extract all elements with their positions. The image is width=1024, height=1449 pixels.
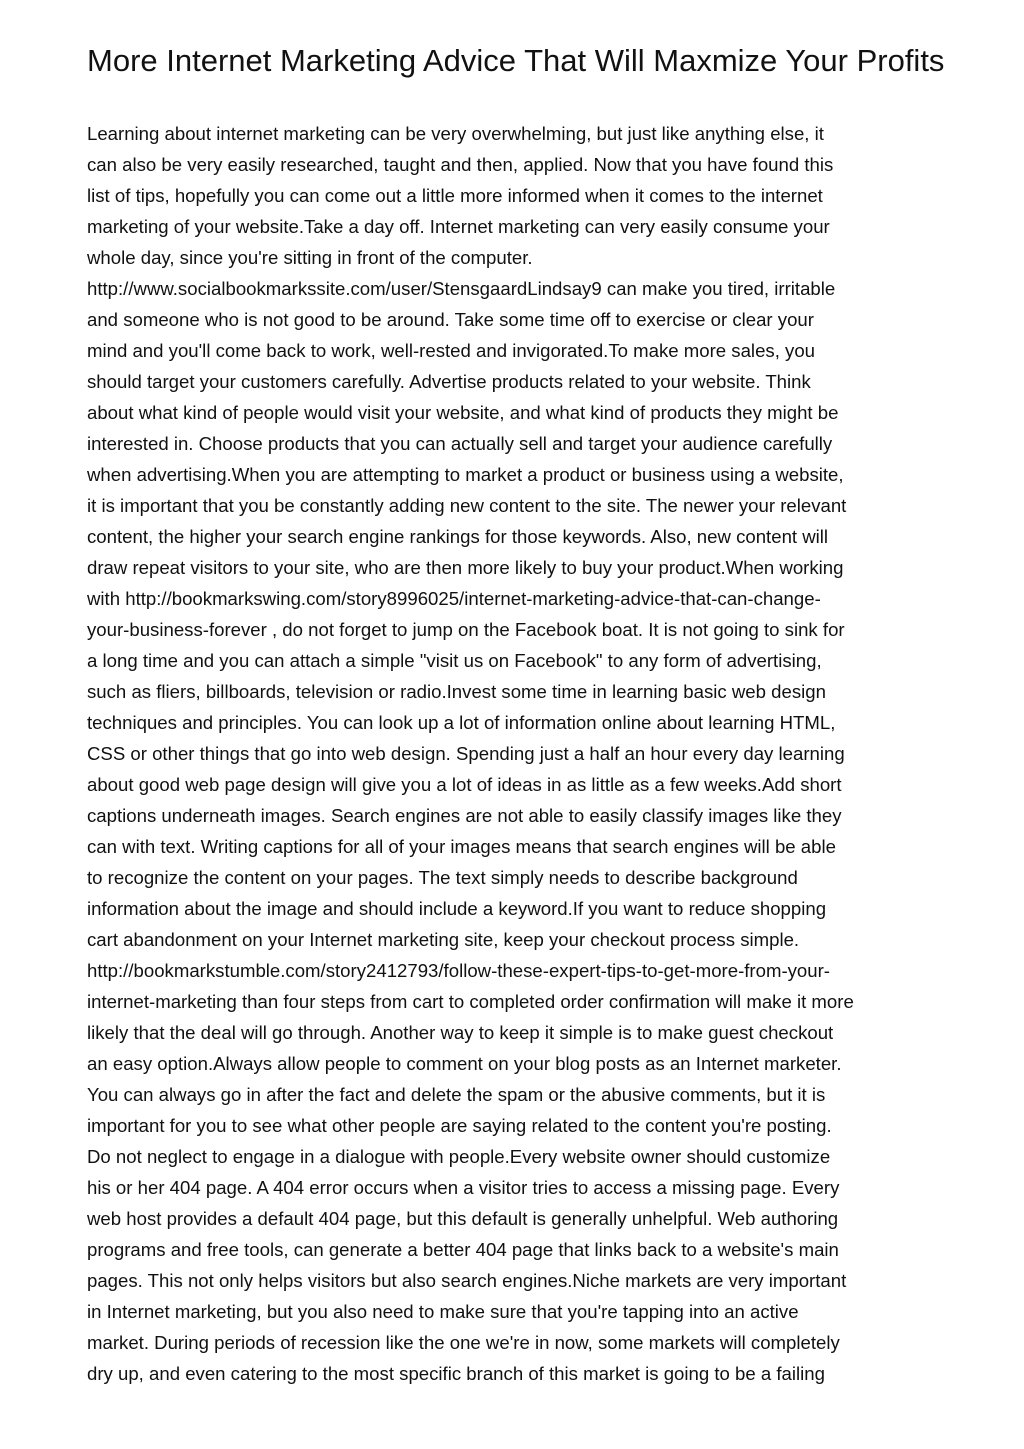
body-text-line: whole day, since you're sitting in front of the computer. bbox=[87, 247, 533, 268]
body-text-line: to recognize the content on your pages. The text simply needs to describe background bbox=[87, 867, 798, 888]
body-text-line: mind and you'll come back to work, well-rested and invigorated.To make more sales, you bbox=[87, 340, 816, 361]
body-text-line: it is important that you be constantly adding new content to the site. The newer your relevant bbox=[87, 495, 847, 516]
body-text-line: interested in. Choose products that you can actually sell and target your audience carefully bbox=[87, 433, 833, 454]
body-text-line: such as fliers, billboards, television or radio.Invest some time in learning basic web design bbox=[87, 681, 826, 702]
body-text-line: about what kind of people would visit your website, and what kind of products they might be bbox=[87, 402, 839, 423]
document-page bbox=[87, 44, 947, 1389]
body-text-line: Learning about internet marketing can be very overwhelming, but just like anything else, it bbox=[87, 123, 824, 144]
body-text-line: and someone who is not good to be around. Take some time off to exercise or clear your bbox=[87, 309, 814, 330]
body-text-line: captions underneath images. Search engines are not able to easily classify images like they bbox=[87, 805, 842, 826]
body-text-line: Do not neglect to engage in a dialogue with people.Every website owner should customize bbox=[87, 1146, 831, 1167]
body-text-line: pages. This not only helps visitors but also search engines.Niche markets are very important bbox=[87, 1270, 847, 1291]
body-text-line: information about the image and should include a keyword.If you want to reduce shopping bbox=[87, 898, 827, 919]
body-text-line: http://www.socialbookmarkssite.com/user/StensgaardLindsay9 can make you tired, irritable bbox=[87, 278, 836, 299]
body-text-line: http://bookmarkstumble.com/story2412793/follow-these-expert-tips-to-get-more-from-your- bbox=[87, 960, 830, 981]
body-text-line: an easy option.Always allow people to comment on your blog posts as an Internet marketer. bbox=[87, 1053, 842, 1074]
body-text-line: important for you to see what other people are saying related to the content you're posting. bbox=[87, 1115, 832, 1136]
document-title: More Internet Marketing Advice That Will Maxmize Your Profits bbox=[87, 43, 945, 78]
body-text-line: CSS or other things that go into web design. Spending just a half an hour every day learning bbox=[87, 743, 845, 764]
body-text-line: internet-marketing than four steps from cart to completed order confirmation will make it more bbox=[87, 991, 854, 1012]
body-text-line: likely that the deal will go through. Another way to keep it simple is to make guest checkout bbox=[87, 1022, 834, 1043]
body-text-line: draw repeat visitors to your site, who are then more likely to buy your product.When working bbox=[87, 557, 844, 578]
body-text-line: his or her 404 page. A 404 error occurs when a visitor tries to access a missing page. Every bbox=[87, 1177, 840, 1198]
body-text-line: a long time and you can attach a simple "visit us on Facebook" to any form of advertising, bbox=[87, 650, 822, 671]
body-text-line: content, the higher your search engine rankings for those keywords. Also, new content will bbox=[87, 526, 829, 547]
body-text-line: dry up, and even catering to the most specific branch of this market is going to be a failing bbox=[87, 1363, 825, 1384]
body-text-line: marketing of your website.Take a day off. Internet marketing can very easily consume your bbox=[87, 216, 830, 237]
body-text-line: techniques and principles. You can look up a lot of information online about learning HTML, bbox=[87, 712, 836, 733]
body-text-line: programs and free tools, can generate a better 404 page that links back to a website's main bbox=[87, 1239, 839, 1260]
body-text-line: web host provides a default 404 page, but this default is generally unhelpful. Web authoring bbox=[87, 1208, 839, 1229]
body-text-line: cart abandonment on your Internet marketing site, keep your checkout process simple. bbox=[87, 929, 800, 950]
body-text-line: with http://bookmarkswing.com/story8996025/internet-marketing-advice-that-can-change- bbox=[87, 588, 821, 609]
body-text-line: You can always go in after the fact and delete the spam or the abusive comments, but it is bbox=[87, 1084, 826, 1105]
body-text-line: about good web page design will give you a lot of ideas in as little as a few weeks.Add short bbox=[87, 774, 842, 795]
body-text-line: market. During periods of recession like the one we're in now, some markets will completely bbox=[87, 1332, 840, 1353]
body-text-line: can also be very easily researched, taught and then, applied. Now that you have found this bbox=[87, 154, 834, 175]
body-text-line: your-business-forever , do not forget to jump on the Facebook boat. It is not going to sink for bbox=[87, 619, 845, 640]
body-text-line: list of tips, hopefully you can come out a little more informed when it comes to the internet bbox=[87, 185, 823, 206]
body-text-line: should target your customers carefully. Advertise products related to your website. Think bbox=[87, 371, 811, 392]
body-text-line: when advertising.When you are attempting to market a product or business using a website, bbox=[87, 464, 844, 485]
body-text-line: can with text. Writing captions for all of your images means that search engines will be able bbox=[87, 836, 836, 857]
body-text-line: in Internet marketing, but you also need to make sure that you're tapping into an active bbox=[87, 1301, 799, 1322]
document-body bbox=[87, 118, 947, 1389]
